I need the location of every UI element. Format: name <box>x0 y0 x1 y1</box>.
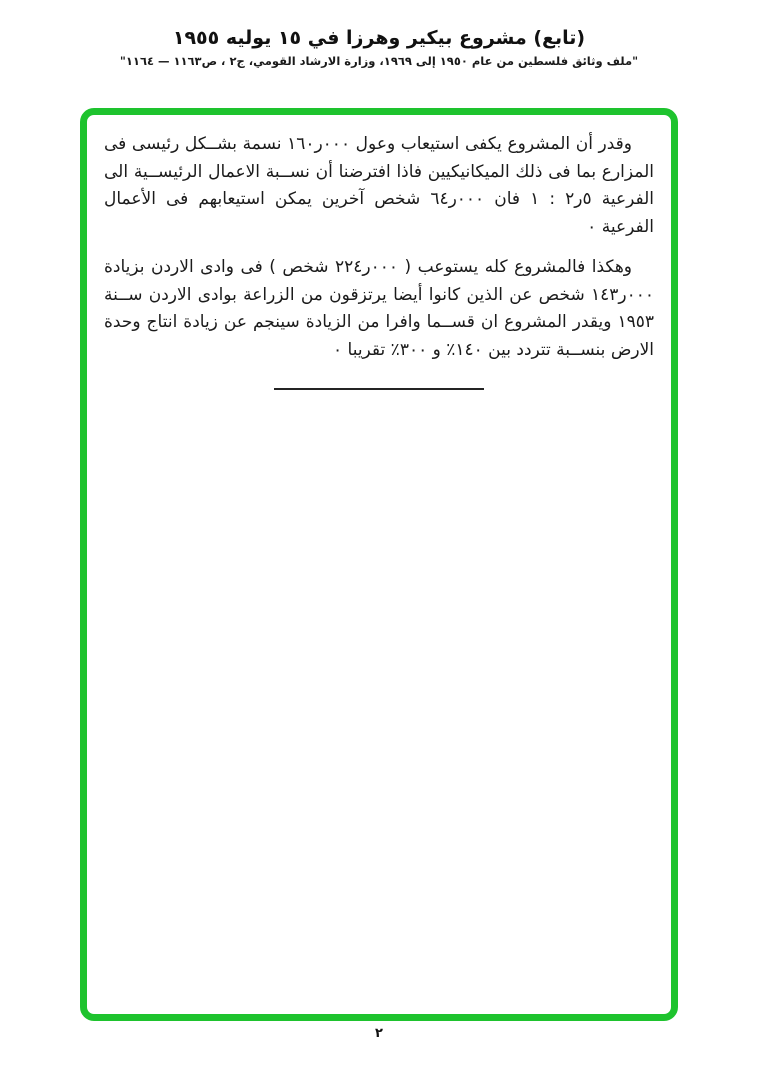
paragraph: وقدر أن المشروع يكفى استيعاب وعول ‭١٦٠ر٠٠٠‬ نسمة بشــكل رئيسى فى المزارع بما فى ذلك الميكانيكيين فاذا افترضنا أن نســبة الاعمال الرئيســية الى الفرعية ‭٢ر٥‬ : ١ فان ‭٦٤ر٠٠٠‬ شخص آخرين يمكن استيعابهم فى الأعمال الفرعية ٠ <box>104 134 654 237</box>
source-citation: "ملف وثائق فلسطين من عام ١٩٥٠ إلى ١٩٦٩، وزارة الارشاد القومي، ج٢ ، ص١١٦٣ — ١١٦٤" <box>119 54 639 68</box>
document-body <box>87 115 671 390</box>
section-divider <box>274 388 484 390</box>
green-frame <box>80 108 678 1021</box>
page-number: ٢ <box>375 1026 383 1041</box>
paragraph: وهكذا فالمشروع كله يستوعب ( ‭٢٢٤ر٠٠٠‬ شخص ) فى وادى الاردن بزيادة ‭١٤٣ر٠٠٠‬ شخص عن الذين كانوا أيضا يرتزقون من الزراعة بوادى الاردن ســنة ١٩٥٣ ويقدر المشروع ان قســما وافرا من الزيادة سينجم عن زيادة انتاج وحدة الارض بنســبة تتردد بين ١٤٠٪ و ٣٠٠٪ تقريبا ٠ <box>104 257 654 360</box>
document-title: (تابع) مشروع بيكير وهرزا في ١٥ يوليه ١٩٥٥ <box>172 27 586 49</box>
